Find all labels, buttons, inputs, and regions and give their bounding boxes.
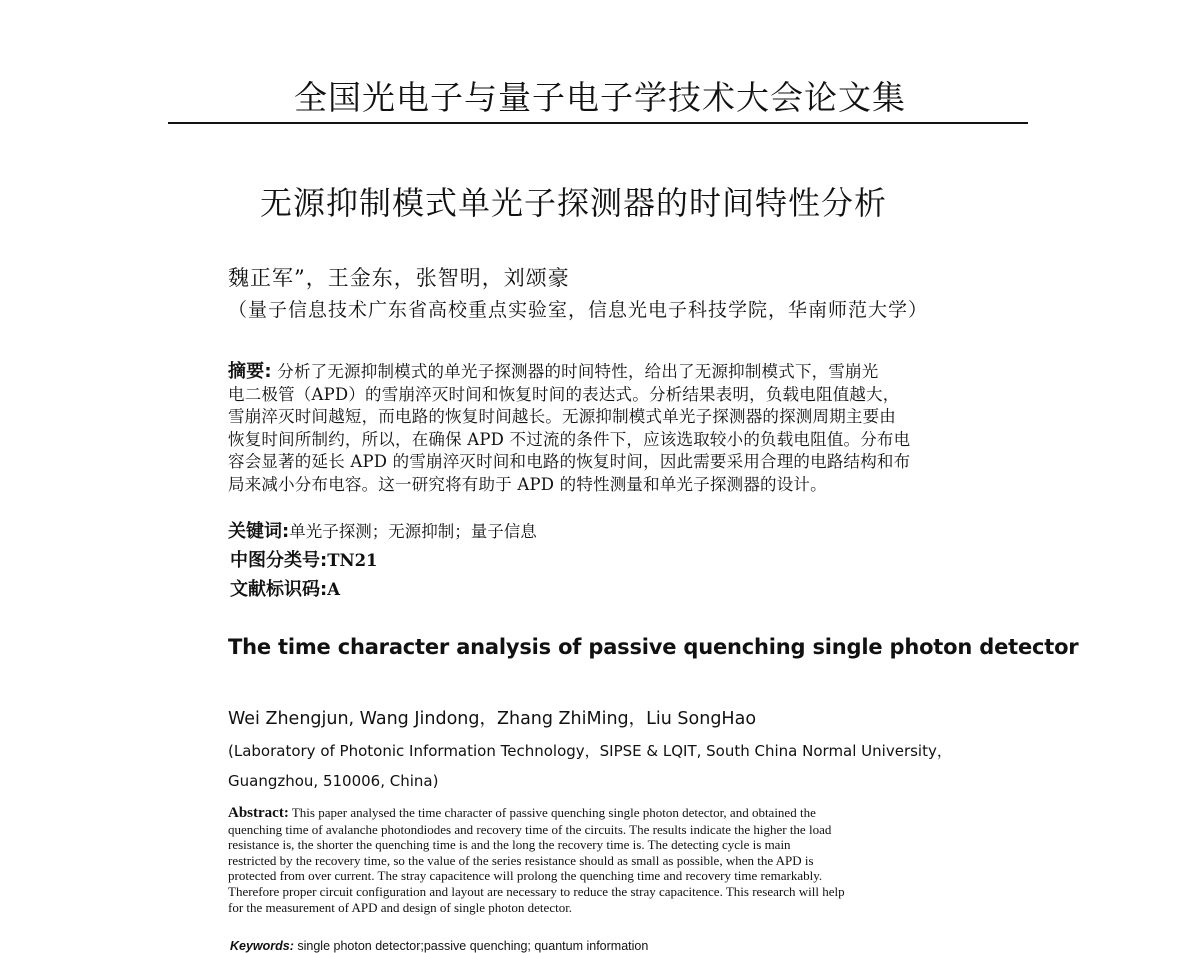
keywords-en	[230, 939, 648, 953]
paper-title-cn: 无源抑制模式单光子探测器的时间特性分析	[260, 184, 888, 222]
abstract-cn-label: 摘要:	[228, 361, 272, 382]
header-rule	[168, 122, 1028, 124]
abstract-en	[228, 805, 963, 915]
keywords-cn	[228, 517, 537, 543]
abstract-en-label: Abstract:	[228, 805, 289, 821]
authors-en: Wei Zhengjun, Wang Jindong，Zhang ZhiMing，Liu SongHao	[228, 709, 757, 729]
abstract-en-line-6: Therefore proper circuit configuration and layout are necessary to reduce the stray capacitence. This research will help	[228, 883, 845, 899]
affiliation-cn: （量子信息技术广东省高校重点实验室，信息光电子科技学院，华南师范大学）	[228, 299, 929, 321]
keywords-cn-label: 关键词:	[228, 521, 290, 542]
abstract-en-line-2: quenching time of avalanche photondiodes and recovery time of the circuits. The results indicate the higher the load	[228, 821, 832, 837]
keywords-cn-value: 单光子探测；无源抑制；量子信息	[289, 522, 537, 541]
abstract-cn-line-2: 电二极管（APD）的雪崩淬灭时间和恢复时间的表达式。分析结果表明，负载电阻值越大，	[228, 384, 900, 404]
abstract-en-line-5: protected from over current. The stray capacitence will prolong the quenching time and recovery time remarkably.	[228, 868, 823, 884]
abstract-en-line-3: resistance is, the shorter the quenching time is and the long the recovery time is. The detecting cycle is main	[228, 837, 791, 853]
affiliation-en-line-1: (Laboratory of Photonic Information Technology，SIPSE & LQIT, South China Normal University，	[228, 742, 952, 760]
keywords-en-value: single photon detector;passive quenching; quantum information	[293, 939, 649, 953]
document-code-cn	[230, 575, 340, 601]
classification-label: 中图分类号:	[230, 550, 328, 571]
journal-header: 全国光电子与量子电子学技术大会论文集	[294, 78, 906, 117]
abstract-cn-line-5: 容会显著的延长 APD 的雪崩淬灭时间和电路的恢复时间，因此需要采用合理的电路结构和布	[228, 452, 911, 471]
abstract-cn	[228, 361, 968, 496]
document-code-label: 文献标识码:	[230, 579, 328, 600]
abstract-cn-line-3: 雪崩淬灭时间越短，而电路的恢复时间越长。无源抑制模式单光子探测器的探测周期主要由	[228, 407, 896, 426]
authors-cn: 魏正军”，王金东，张智明，刘颂豪	[228, 266, 570, 290]
classification-cn	[230, 546, 378, 572]
abstract-en-line-4: restricted by the recovery time, so the value of the series resistance should as small as possible, when the APD is	[228, 852, 814, 868]
paper-title-en: The time character analysis of passive quenching single photon detector	[228, 635, 1079, 659]
classification-value: TN21	[327, 551, 378, 570]
abstract-cn-line-1: 摘要: 分析了无源抑制模式的单光子探测器的时间特性，给出了无源抑制模式下，雪崩光	[228, 361, 879, 382]
abstract-en-line-7: for the measurement of APD and design of single photon detector.	[228, 899, 573, 915]
abstract-en-line-1: Abstract: This paper analysed the time character of passive quenching single photon detector, and obtained the	[228, 805, 816, 821]
abstract-cn-line-6: 局来减小分布电容。这一研究将有助于 APD 的特性测量和单光子探测器的设计。	[228, 474, 827, 494]
document-code-value: A	[327, 580, 341, 599]
abstract-cn-line-4: 恢复时间所制约，所以，在确保 APD 不过流的条件下，应该选取较小的负载电阻值。分布电	[228, 429, 911, 449]
affiliation-en-line-2: Guangzhou, 510006, China)	[228, 772, 439, 790]
keywords-en-label: Keywords:	[230, 939, 294, 953]
